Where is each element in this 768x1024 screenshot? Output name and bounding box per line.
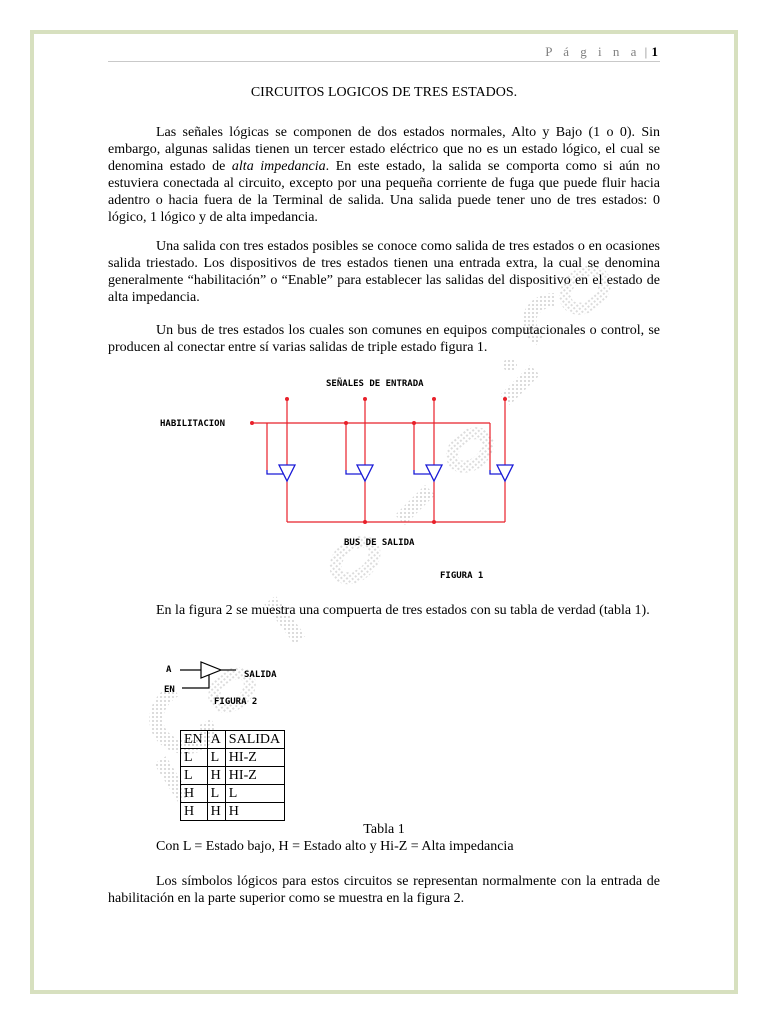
paragraph-1-text-b: . En este estado, la salida se comporta como si aún no estuviera conectada al circuito, excepto por una pequeña corriente de fuga que puede fluir hacia adentro o hacia fuera de la Terminal de salida. Una salida puede tener uno de tres estados: 0 lógico, 1 lógico y de alta impedancia. [108, 159, 660, 225]
table-cell: H [207, 803, 225, 821]
paragraph-3-text: Un bus de tres estados los cuales son comunes en equipos computacionales o control, se producen al conectar entre sí varias salidas de triple estado figura 1. [108, 323, 660, 355]
figure-2-input-en: EN [164, 685, 175, 695]
page-label: P á g i n a [545, 44, 641, 59]
table-row [181, 803, 285, 821]
paragraph-5-text: Los símbolos lógicos para estos circuitos se representan normalmente con la entrada de habilitación en la parte superior como se muestra en la figura 2. [108, 874, 660, 906]
figure-1-caption: FIGURA 1 [440, 571, 484, 581]
table-header-en: EN [181, 731, 208, 749]
paragraph-2-text: Una salida con tres estados posibles se conoce como salida de tres estados o en ocasiones salida triestado. Los dispositivos de tres estados tienen una entrada extra, la cual se denomina generalmente “habilitación” o “Enable” para establecer las salidas del dispositivo en el estado de alta impedancia. [108, 239, 660, 305]
table-cell: L [181, 749, 208, 767]
table-header-salida: SALIDA [225, 731, 284, 749]
document-title: CIRCUITOS LOGICOS DE TRES ESTADOS. [250, 85, 518, 100]
table-header-a: A [207, 731, 225, 749]
truth-table [180, 730, 285, 821]
figure-2-input-a: A [166, 665, 172, 675]
table-cell: L [207, 785, 225, 803]
figure-2-caption: FIGURA 2 [214, 697, 258, 707]
table-cell: L [181, 767, 208, 785]
table-row [181, 749, 285, 767]
table-cell: HI-Z [225, 767, 284, 785]
table-cell: H [181, 803, 208, 821]
table-cell: HI-Z [225, 749, 284, 767]
figure-1-enable-label: HABILITACION [160, 419, 226, 429]
figure-2-output-label: SALIDA [244, 670, 277, 680]
table-cell: H [207, 767, 225, 785]
truth-table-header-row [181, 731, 285, 749]
figure-1-wires [252, 400, 505, 522]
table-row [181, 785, 285, 803]
table-cell: H [225, 803, 284, 821]
tristate-buffer-3 [414, 465, 442, 481]
table-cell: H [181, 785, 208, 803]
table-row [181, 767, 285, 785]
paragraph-5 [108, 873, 660, 907]
paragraph-1-text-a: Las señales lógicas se componen de dos estados normales, Alto y Bajo (1 o 0). Sin embargo, algunas salidas tienen un tercer estado eléctrico que no es un estado lógico, el cual se denomina estado de [108, 125, 660, 174]
figure-2-diagram [164, 662, 277, 707]
table-cell: L [225, 785, 284, 803]
tristate-buffer-2 [346, 465, 373, 481]
figure-1-bus-label: BUS DE SALIDA [344, 538, 415, 548]
figure-1-buffers [267, 465, 513, 481]
paragraph-4-text: En la figura 2 se muestra una compuerta de tres estados con su tabla de verdad (tabla 1). [156, 603, 650, 618]
tristate-buffer-1 [267, 465, 295, 481]
figure-1-inputs-label: SEÑALES DE ENTRADA [326, 379, 424, 389]
figure-1-nodes [250, 397, 507, 524]
table-caption: Tabla 1 [363, 822, 405, 837]
page-number: 1 [651, 44, 658, 59]
table-cell: L [207, 749, 225, 767]
paragraph-1-emphasis: alta impedancia [231, 159, 326, 174]
table-legend: Con L = Estado bajo, H = Estado alto y Hi-Z = Alta impedancia [156, 839, 514, 854]
tristate-buffer-4 [490, 465, 513, 481]
header-separator: | [641, 44, 651, 59]
paragraph-4 [108, 602, 660, 619]
